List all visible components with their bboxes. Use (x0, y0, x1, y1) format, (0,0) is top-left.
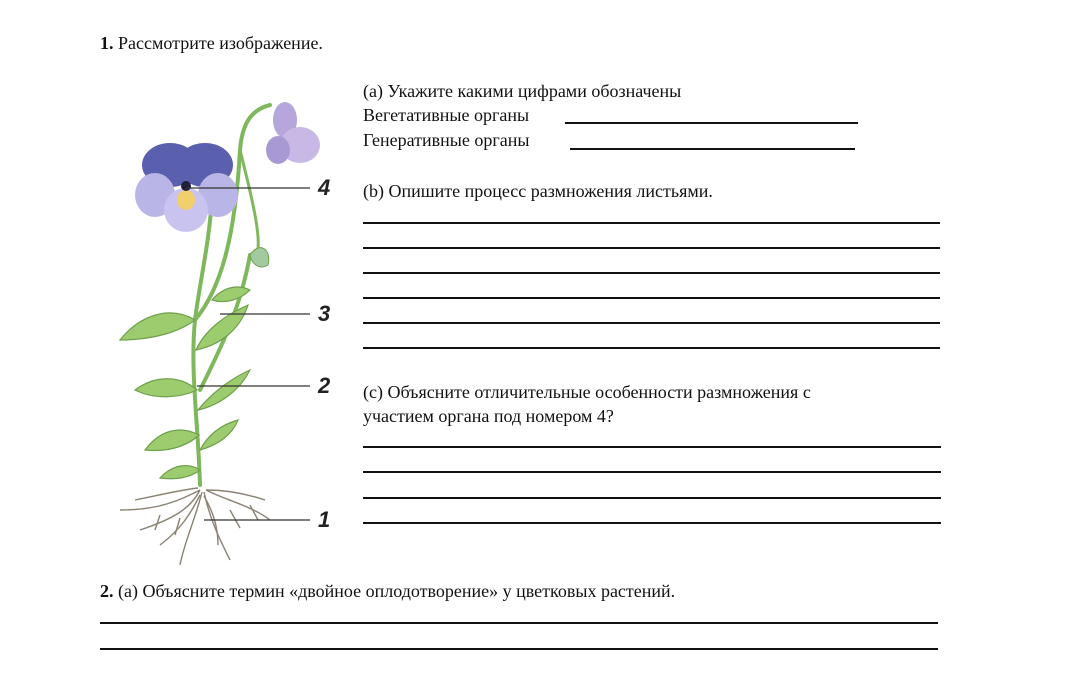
question-1-heading (100, 32, 323, 54)
q1-a-generative-label: Генеративные органы (363, 130, 530, 150)
q1-c-answer-line[interactable] (363, 497, 941, 499)
q1-b-answer-line[interactable] (363, 247, 940, 249)
question-1-number: 1. (100, 33, 114, 53)
q1-b-answer-line[interactable] (363, 222, 940, 224)
question-2-heading (100, 580, 675, 602)
q2-answer-line[interactable] (100, 648, 938, 650)
flower-upper (266, 102, 320, 164)
question-1-title: Рассмотрите изображение. (118, 33, 323, 53)
label-2: 2 (318, 373, 331, 398)
q1-b-answer-line[interactable] (363, 272, 940, 274)
q1-b-answer-line[interactable] (363, 347, 940, 349)
q1-c-prompt-line2: участием органа под номером 4? (363, 406, 614, 426)
label-3: 3 (318, 301, 331, 326)
q1-c-answer-line[interactable] (363, 471, 941, 473)
q2-answer-line[interactable] (100, 622, 938, 624)
plant-illustration (100, 90, 360, 580)
question-2-text: (a) Объясните термин «двойное оплодотворение» у цветковых растений. (118, 581, 676, 601)
label-4: 4 (318, 175, 331, 200)
q1-a-prompt: (a) Укажите какими цифрами обозначены (363, 81, 682, 101)
q1-c-answer-line[interactable] (363, 446, 941, 448)
q1-c-prompt-line1: (c) Объясните отличительные особенности размножения с (363, 382, 811, 402)
question-2-number: 2. (100, 581, 114, 601)
q1-a-generative-answer-line[interactable] (570, 148, 855, 150)
leader-lines (186, 188, 310, 520)
roots (120, 488, 270, 565)
q1-b-answer-line[interactable] (363, 322, 940, 324)
leaves (120, 287, 250, 479)
q1-b-prompt: (b) Опишите процесс размножения листьями. (363, 181, 713, 201)
label-1: 1 (318, 507, 331, 532)
q1-a-vegetative-answer-line[interactable] (565, 122, 858, 124)
q1-b-answer-line[interactable] (363, 297, 940, 299)
q1-c-answer-line[interactable] (363, 522, 941, 524)
flower-bud (240, 150, 269, 267)
q1-a-vegetative-label: Вегетативные органы (363, 105, 530, 125)
